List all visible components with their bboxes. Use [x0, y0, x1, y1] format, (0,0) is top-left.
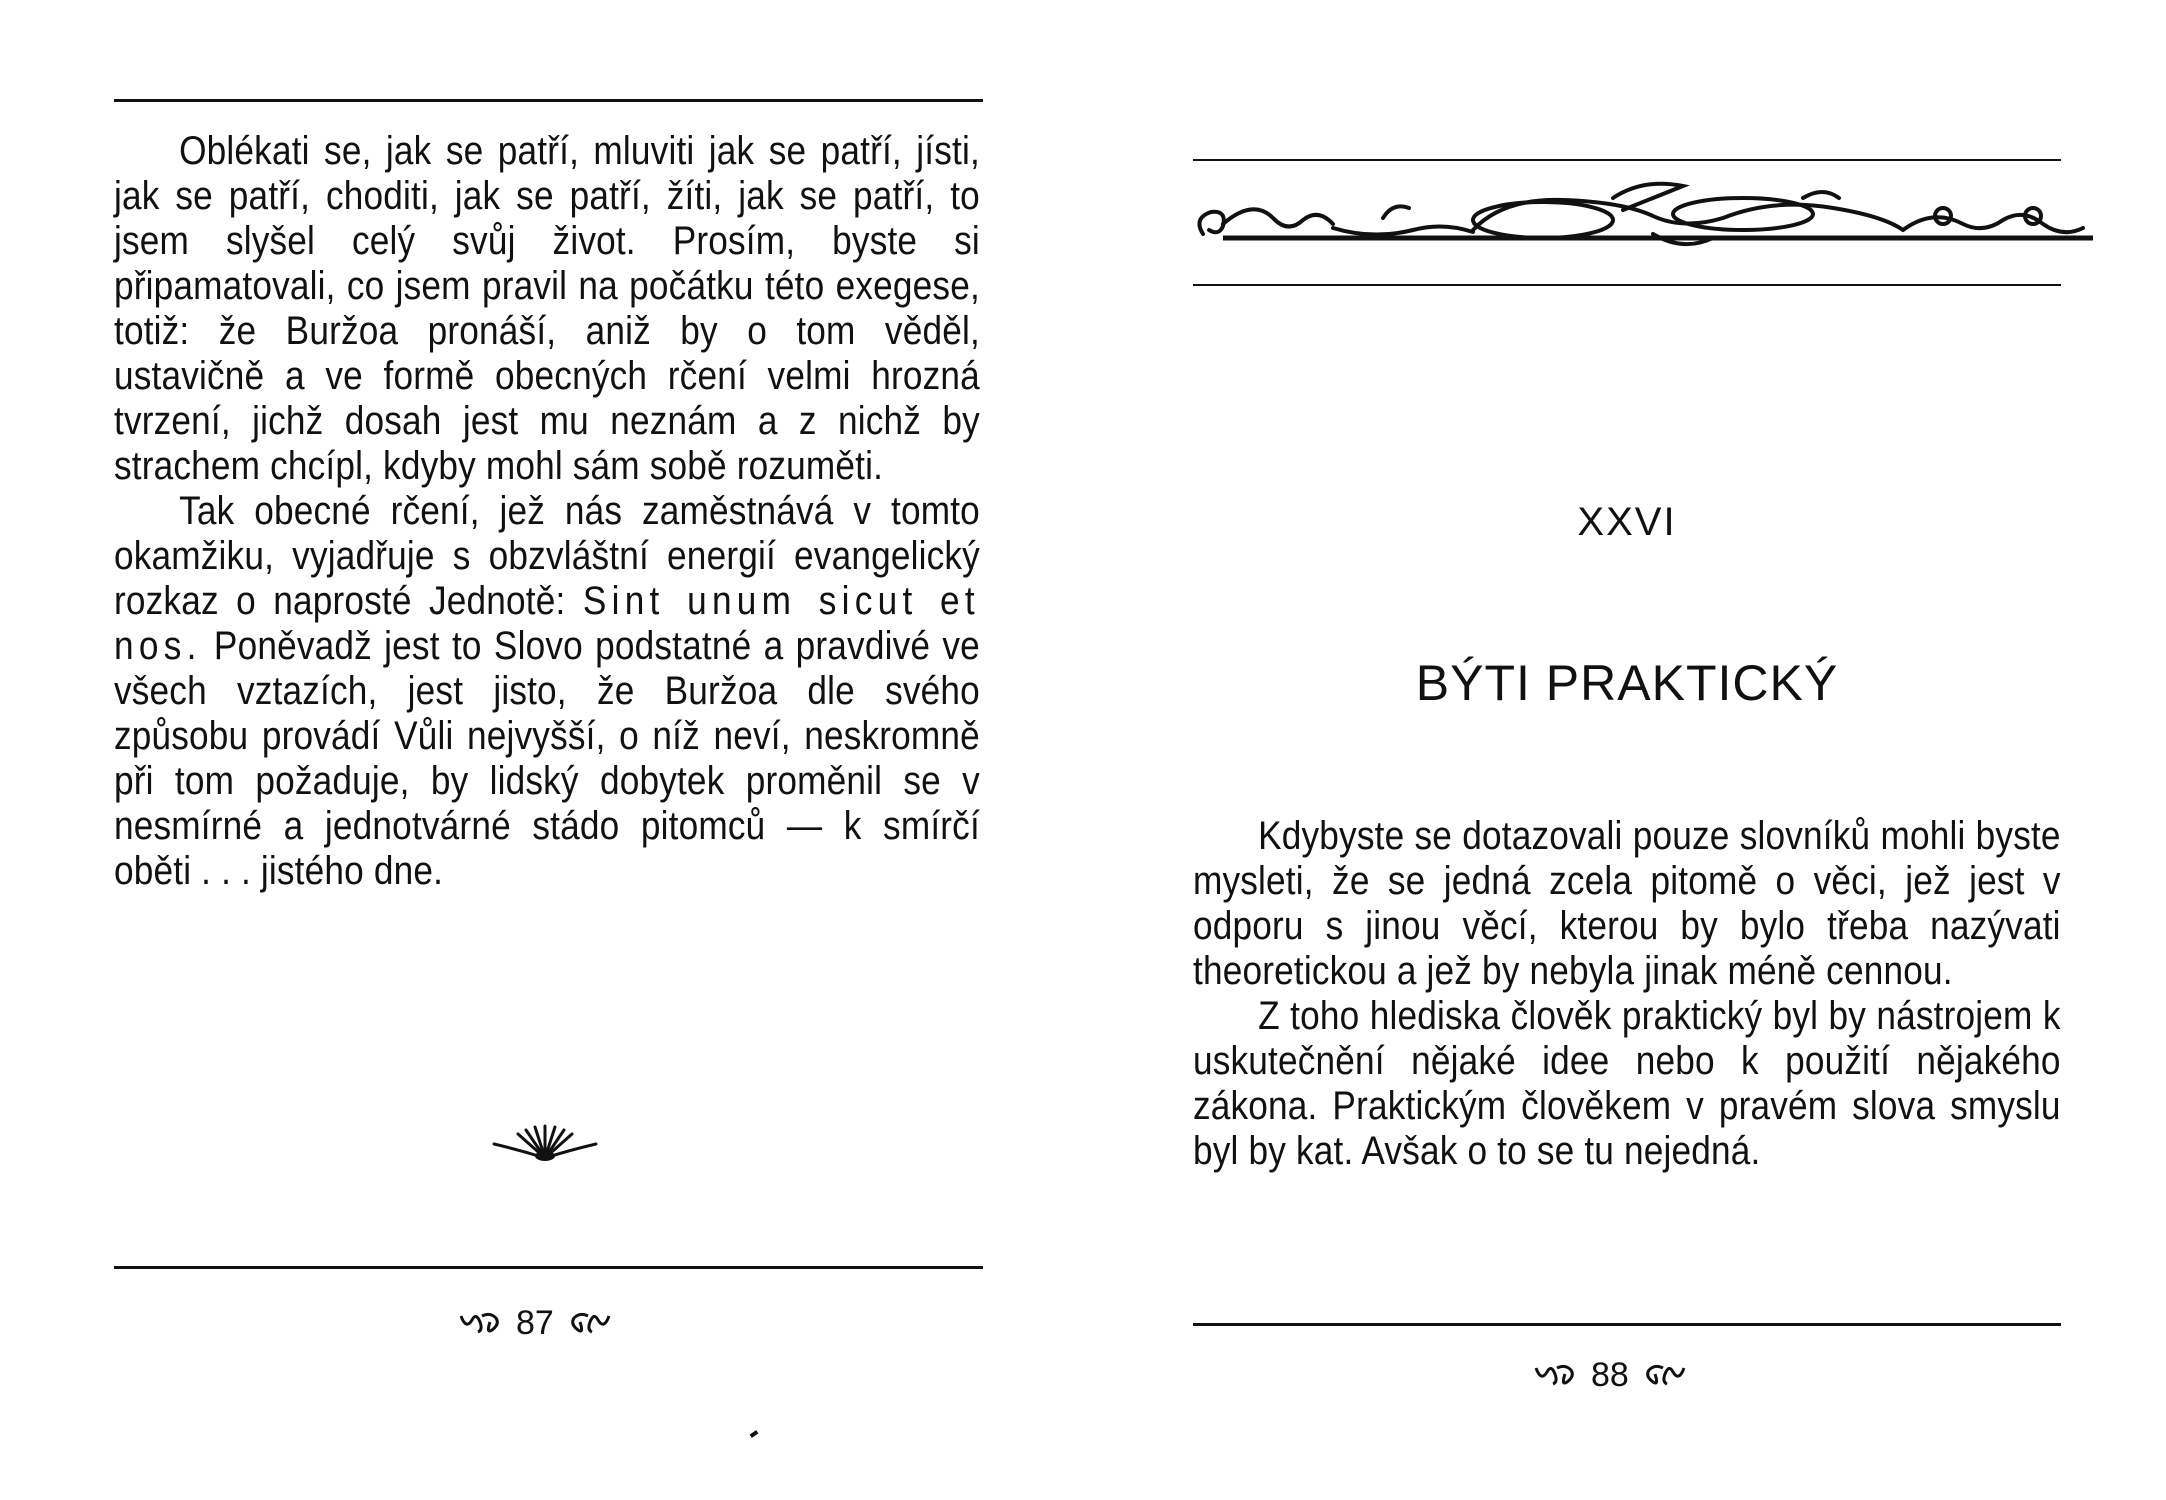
- header-bottom-rule: [1193, 284, 2061, 286]
- body-text: [1193, 814, 2061, 1174]
- bottom-rule: [114, 1266, 983, 1269]
- top-rule: [114, 99, 983, 102]
- page-number-value: 87: [516, 1304, 554, 1342]
- paragraph-2: Z toho hlediska člověk praktický byl by nástrojem k uskutečnění nějaké idee nebo k použití nějakého zákona. Praktickým člověkem v pravém slova smyslu byl by kat. Avšak o to se tu nejedná.: [1193, 994, 2061, 1173]
- paragraph-2: [114, 489, 980, 894]
- latin-quote: Sint unum sicut et nos.: [114, 579, 980, 668]
- page-number: [458, 1303, 612, 1343]
- right-flourish-icon: [568, 1310, 612, 1336]
- chapter-title: BÝTI PRAKTICKÝ: [1415, 655, 1839, 711]
- left-flourish-icon: [458, 1310, 502, 1336]
- right-page: [1083, 0, 2166, 1500]
- paragraph-2-start: Tak obecné rčení, jež nás zaměstnává v tomto okamžiku, vyjadřuje s obzvláštní energií evangelický rozkaz o naprosté Jednotě:: [114, 489, 980, 623]
- page-number-value: 88: [1591, 1356, 1629, 1394]
- page-number: [1533, 1355, 1687, 1395]
- chapter-number: XXVI: [1577, 500, 1677, 544]
- stray-mark: [750, 1430, 759, 1438]
- right-flourish-icon: [1643, 1362, 1687, 1388]
- bottom-rule: [1193, 1323, 2061, 1326]
- header-ornament-icon: [1183, 168, 2103, 260]
- paragraph-2-end: Poněvadž jest to Slovo podstatné a pravdivé ve všech vztazích, jest jisto, že Buržoa dle svého způsobu provádí Vůli nejvyšší, o níž neví, neskromně při tom požaduje, by lidský dobytek proměnil se v nesmírné a jednotvárné stádo pitomců — k smírčí oběti . . . jistého dne.: [114, 624, 980, 893]
- paragraph-1: Oblékati se, jak se patří, mluviti jak se patří, jísti, jak se patří, choditi, jak se patří, žíti, jak se patří, to jsem slyšel celý svůj život. Prosím, byste si připamatovali, co jsem pravil na počátku této exegese, totiž: že Buržoa pronáší, aniž by o tom věděl, ustavičně a ve formě obecných rčení velmi hrozná tvrzení, jichž dosah jest mu neznám a z nichž by strachem chcípl, kdyby mohl sám sobě rozuměti.: [114, 129, 980, 488]
- paragraph-1: Kdybyste se dotazovali pouze slovníků mohli byste mysleti, že se jedná zcela pitomě o věci, jež jest v odporu s jinou věcí, kterou by bylo třeba nazývati theoretickou a jež by nebyla jinak méně cennou.: [1193, 814, 2061, 993]
- body-text: [114, 129, 980, 894]
- header-top-rule: [1193, 159, 2061, 161]
- fan-ornament-icon: [490, 1124, 600, 1164]
- left-flourish-icon: [1533, 1362, 1577, 1388]
